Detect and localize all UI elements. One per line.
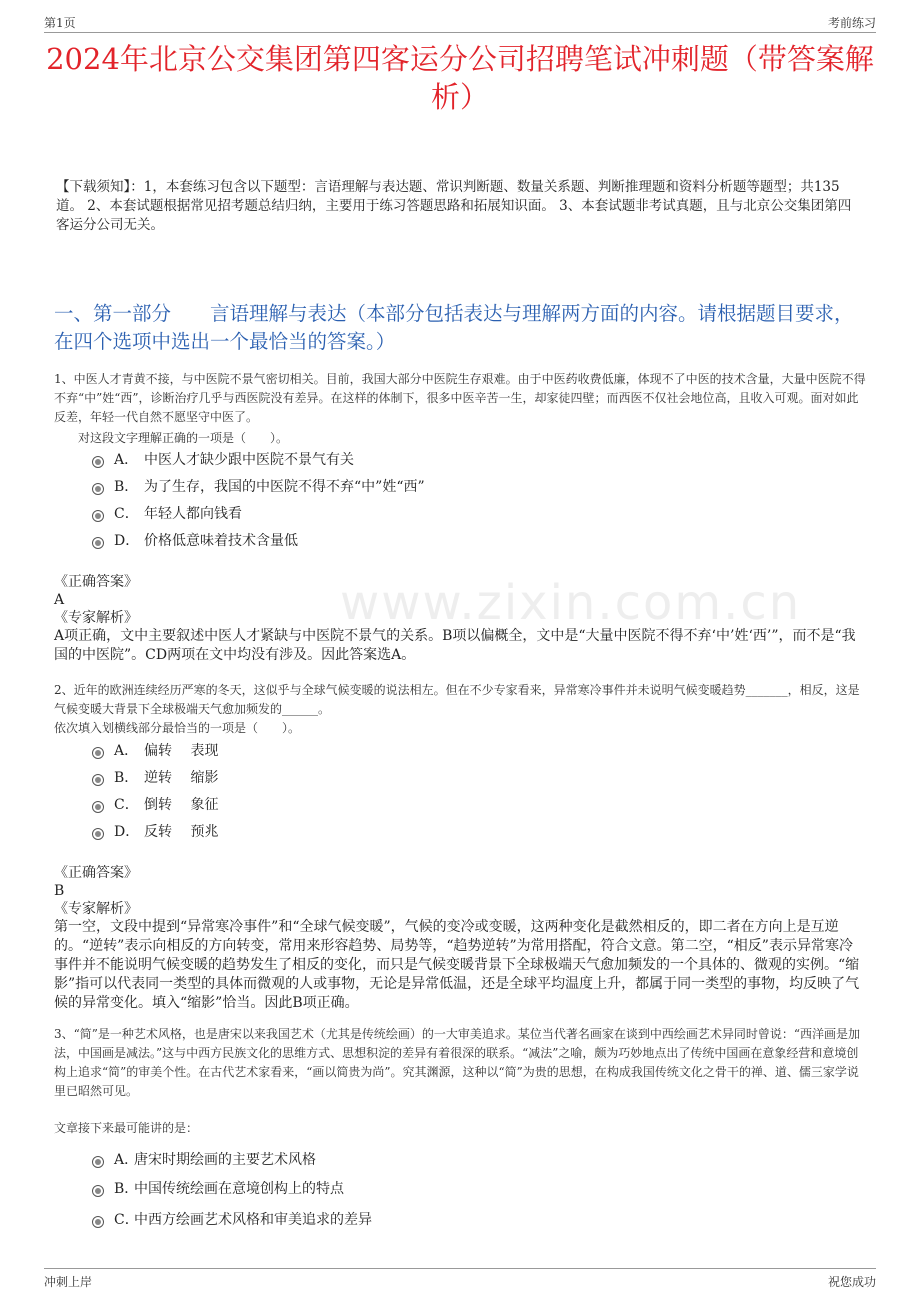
analysis-text: 第一空，文段中提到“异常寒冷事件”和“全球气候变暖”，气候的变冷或变暖，这两种变化是截然相反的，即二者在方向上是互逆的。“逆转”表示向相反的方向转变，常用来形容趋势、局势等，“趋势逆转”为常用搭配，符合文意。第二空，“相反”表示异常寒冷事件并不能说明气候变暖的趋势发生了相反的变化，而只是气候变暖背景下全球极端天气愈加频发的一个具体的、微观的实例。“缩影”指可以代表同一类型的具体而微观的人或事物，无论是异常低温，还是全球平均温度上升，都属于同一类型的事物，均反映了气候的异常变化。填入“缩影”恰当。因此B项正确。 <box>54 919 860 1011</box>
option-b[interactable]: B． 为了生存，我国的中医院不得不弃“中”姓“西” <box>92 477 425 504</box>
question-2-ask: 依次填入划横线部分最恰当的一项是（ ）。 <box>54 721 301 735</box>
question-3 <box>54 1025 866 1138</box>
radio-icon[interactable] <box>92 801 104 813</box>
question-2-stem: 2、近年的欧洲连续经历严寒的冬天，这似乎与全球气候变暖的说法相左。但在不少专家看来，异常寒冷事件并未说明气候变暖趋势_______，相反，这是气候变暖大背景下全球极端天气愈加频发的______。 <box>54 683 860 716</box>
question-2-answer <box>54 864 866 1013</box>
question-2 <box>54 681 866 738</box>
question-1-stem: 1、中医人才青黄不接，与中医院不景气密切相关。目前，我国大部分中医院生存艰难。由于中医药收费低廉，体现不了中医的技术含量，大量中医院不得不弃“中”姓“西”，诊断治疗几乎与西医院没有差异。在这样的体制下，很多中医辛苦一生，却家徒四壁；而西医不仅社会地位高，且收入可观。面对如此反差，年轻一代自然不愿坚守中医了。 <box>54 372 866 424</box>
option-c[interactable]: C． 倒转 象征 <box>92 795 218 822</box>
analysis-text: A项正确，文中主要叙述中医人才紧缺与中医院不景气的关系。B项以偏概全，文中是“大量中医院不得不弃‘中’姓‘西’”，而不是“我国的中医院”。CD两项在文中均没有涉及。因此答案选A。 <box>54 628 856 663</box>
section-heading: 一、第一部分 言语理解与表达（本部分包括表达与理解两方面的内容。请根据题目要求，在四个选项中选出一个最恰当的答案。） <box>54 302 854 353</box>
question-3-options <box>92 1150 372 1237</box>
option-d[interactable]: D． 反转 预兆 <box>92 822 218 849</box>
option-a[interactable]: A． 偏转 表现 <box>92 741 218 768</box>
analysis-label: 《专家解析》 <box>54 901 138 917</box>
answer-label: 《正确答案》 <box>54 865 138 881</box>
radio-icon[interactable] <box>92 537 104 549</box>
radio-icon[interactable] <box>92 1216 104 1228</box>
footer-left: 冲刺上岸 <box>44 1275 93 1289</box>
option-d[interactable]: D． 价格低意味着技术含量低 <box>92 531 425 558</box>
question-1-ask: 对这段文字理解正确的一项是（ ）。 <box>78 431 289 445</box>
radio-icon[interactable] <box>92 483 104 495</box>
option-a[interactable]: A． 唐宋时期绘画的主要艺术风格 <box>92 1150 372 1179</box>
radio-icon[interactable] <box>92 828 104 840</box>
answer-value: A <box>54 592 65 608</box>
document-title: 2024年北京公交集团第四客运分公司招聘笔试冲刺题（带答案解析） <box>46 42 874 114</box>
footer-right: 祝您成功 <box>827 1275 876 1289</box>
option-c[interactable]: C． 中西方绘画艺术风格和审美追求的差异 <box>92 1210 372 1237</box>
radio-icon[interactable] <box>92 1185 104 1197</box>
question-2-options <box>92 741 218 849</box>
option-b[interactable]: B． 中国传统绘画在意境创构上的特点 <box>92 1179 372 1210</box>
option-b[interactable]: B． 逆转 缩影 <box>92 768 218 795</box>
page-footer <box>44 1268 876 1291</box>
radio-icon[interactable] <box>92 1156 104 1168</box>
question-1-options <box>92 450 425 558</box>
page-number: 第1页 <box>44 16 76 30</box>
analysis-label: 《专家解析》 <box>54 610 138 626</box>
answer-label: 《正确答案》 <box>54 574 138 590</box>
answer-value: B <box>54 883 65 899</box>
radio-icon[interactable] <box>92 510 104 522</box>
question-3-stem: 3、“简”是一种艺术风格，也是唐宋以来我国艺术（尤其是传统绘画）的一大审美追求。某位当代著名画家在谈到中西绘画艺术异同时曾说：“西洋画是加法，中国画是减法。”这与中西方民族文化的思维方式、思想积淀的差异有着很深的联系。“减法”之喻，颇为巧妙地点出了传统中国画在意象经营和意境创构上追求“简”的审美个性。在古代艺术家看来，“画以简贵为尚”。究其渊源，这种以“简”为贵的思想，在构成我国传统文化之骨干的禅、道、儒三家学说里已昭然可见。 <box>54 1027 861 1098</box>
radio-icon[interactable] <box>92 774 104 786</box>
question-3-ask: 文章接下来最可能讲的是： <box>54 1121 199 1135</box>
watermark: www.zixin.com.cn <box>340 575 802 631</box>
radio-icon[interactable] <box>92 747 104 759</box>
radio-icon[interactable] <box>92 456 104 468</box>
header-label: 考前练习 <box>827 16 876 30</box>
page-header <box>44 12 876 33</box>
option-a[interactable]: A． 中医人才缺少跟中医院不景气有关 <box>92 450 425 477</box>
question-1 <box>54 370 866 448</box>
option-c[interactable]: C． 年轻人都向钱看 <box>92 504 425 531</box>
download-notice: 【下载须知】：1，本套练习包含以下题型：言语理解与表达题、常识判断题、数量关系题、判断推理题和资料分析题等题型；共135道。 2、本套试题根据常见招考题总结归纳，主要用于练习答题思路和拓展知识面。 3、本套试题非考试真题，且与北京公交集团第四客运分公司无关。 <box>56 179 852 233</box>
